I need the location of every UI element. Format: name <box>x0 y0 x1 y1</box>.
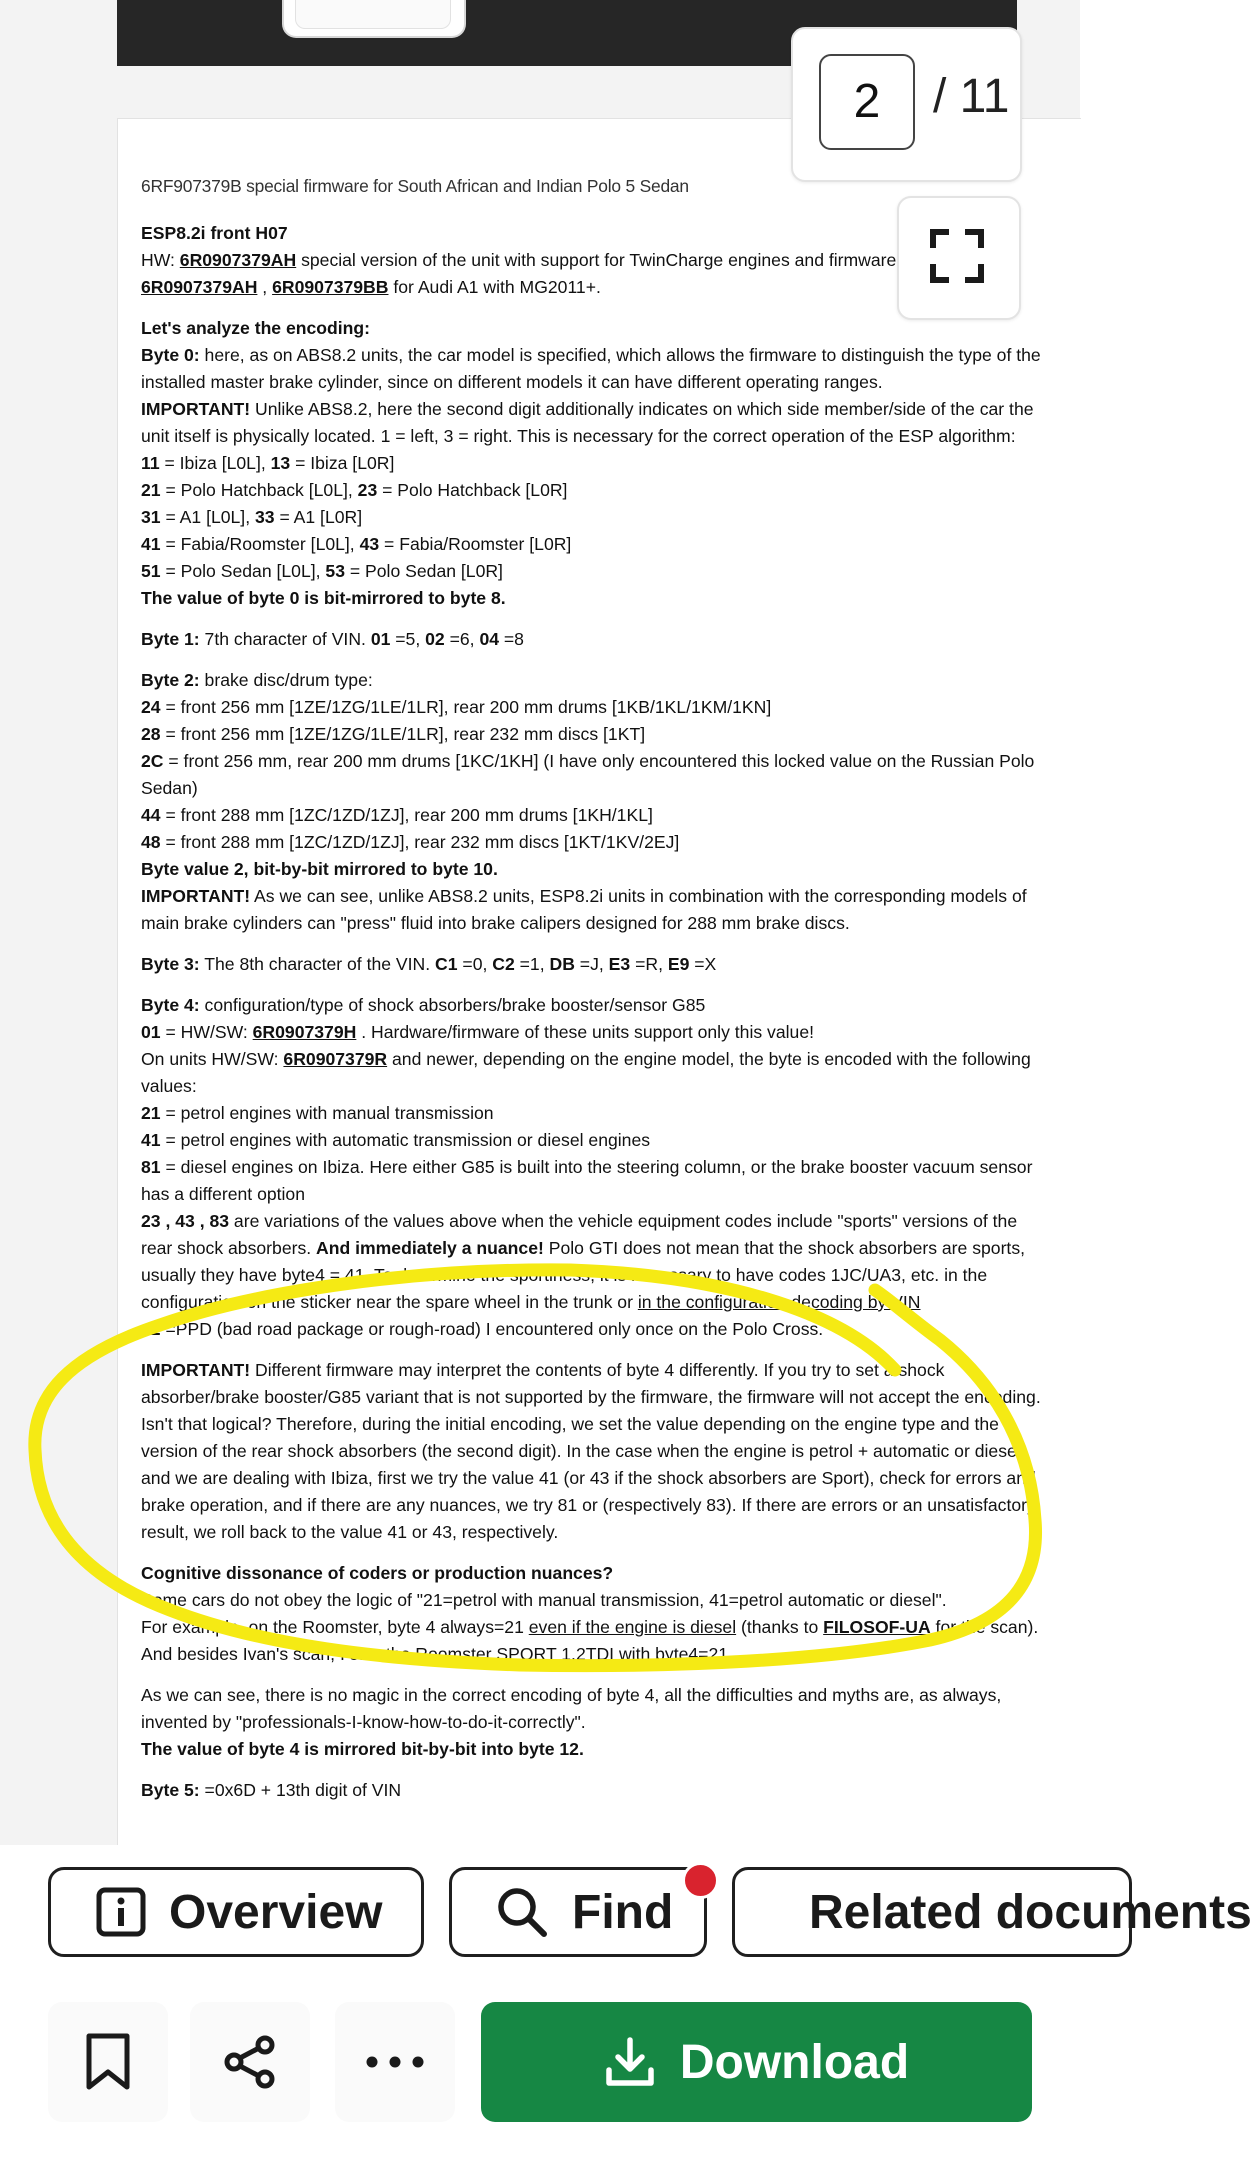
code: 23 , 43 , 83 <box>141 1211 230 1231</box>
code-desc: = A1 [L0L], <box>160 507 255 527</box>
code: C2 <box>492 954 515 974</box>
hw-text: for Audi A1 with MG2011+. <box>388 277 601 297</box>
code: DB <box>549 954 575 974</box>
code-line <box>141 534 571 554</box>
code-desc: = front 288 mm [1ZC/1ZD/1ZJ], rear 232 mm discs [1KT/1KV/2EJ] <box>160 832 680 852</box>
bookmark-icon <box>84 2032 132 2092</box>
cognitive-text: for the scan). And besides Ivan's scan, I saw the Roomster SPORT 1.2TDI with byte4=21. <box>141 1617 1039 1664</box>
byte0-label: Byte 0: <box>141 345 200 365</box>
cognitive-title: Cognitive dissonance of coders or production nuances? <box>141 1563 614 1583</box>
hw-code-link[interactable]: 6R0907379BB <box>272 277 389 297</box>
info-icon <box>95 1886 147 1938</box>
important-label: IMPORTANT! <box>141 1360 251 1380</box>
page-header: 6RF907379B special firmware for South African and Indian Polo 5 Sedan <box>141 176 689 196</box>
cognitive-section <box>141 1560 1041 1668</box>
code: 23 <box>357 480 378 500</box>
notification-dot <box>682 1862 719 1899</box>
code: 01 <box>370 629 391 649</box>
code-desc: = petrol engines with automatic transmission or diesel engines <box>160 1130 651 1150</box>
byte5-section <box>141 1777 1041 1804</box>
unit-title: ESP8.2i front H07 <box>141 223 288 243</box>
byte4-important-text: Different firmware may interpret the contents of byte 4 differently. If you try to set a shock absorber/brake booster/G85 variant that is not supported by the firmware, the firmware will not accept the encoding. Isn't that logical? Therefore, during the initial encoding, we set the value depending on the engine type and the version of the rear shock absorbers (the second digit). In the case when the engine is petrol + automatic or diesel and we are dealing with Ibiza, first we try the value 41 (or 43 if the shock absorbers are Sport), check for errors and brake operation, and if there are any nuances, we try 81 or (respectively 83). If there are errors or an unsatisfactory result, we roll back to the value 41 or 43, respectively. <box>141 1360 1041 1542</box>
bookmark-button[interactable] <box>48 2002 168 2122</box>
code-desc: =J, <box>574 954 609 974</box>
code-desc: =5, <box>390 629 426 649</box>
previous-page-tab-inner <box>295 0 451 29</box>
code-line <box>141 561 503 581</box>
code: 24 <box>141 697 161 717</box>
byte4-mirror: The value of byte 4 is mirrored bit-by-bit into byte 12. <box>141 1739 584 1759</box>
code: 28 <box>141 724 161 744</box>
vin-decoding-link[interactable]: in the configuration decoding by VIN <box>637 1292 921 1312</box>
important-label: IMPORTANT! <box>141 886 251 906</box>
overview-button[interactable] <box>48 1867 424 1957</box>
byte0-section <box>141 315 1041 612</box>
code: 48 <box>141 832 161 852</box>
code: 41 <box>141 1130 161 1150</box>
code-desc: = Polo Sedan [L0L], <box>160 561 326 581</box>
fullscreen-button[interactable] <box>897 196 1021 320</box>
code-desc: = Fabia/Roomster [L0L], <box>160 534 360 554</box>
byte5-text: =0x6D + 13th digit of VIN <box>199 1780 402 1800</box>
code-line <box>141 453 394 473</box>
code: 2C <box>141 751 164 771</box>
find-button[interactable] <box>449 1867 707 1957</box>
byte4-text: configuration/type of shock absorbers/brake booster/sensor G85 <box>199 995 706 1015</box>
byte3-section <box>141 951 1041 978</box>
byte1-text: 7th character of VIN. <box>199 629 371 649</box>
byte1-section <box>141 626 1041 653</box>
code: 13 <box>270 453 291 473</box>
byte3-label: Byte 3: <box>141 954 200 974</box>
fullscreen-icon <box>929 228 985 284</box>
code-desc: =X <box>689 954 717 974</box>
code-desc: = A1 [L0R] <box>274 507 363 527</box>
hw-code-link[interactable]: 6R0907379R <box>283 1049 388 1069</box>
code-line <box>141 507 362 527</box>
code-desc: = HW/SW: <box>160 1022 253 1042</box>
code-desc: = Ibiza [L0L], <box>159 453 271 473</box>
code-desc: = petrol engines with manual transmission <box>160 1103 494 1123</box>
code-desc: = front 288 mm [1ZC/1ZD/1ZJ], rear 200 mm drums [1KH/1KL] <box>160 805 653 825</box>
cognitive-text: For example, on the Roomster, byte 4 always=21 <box>141 1617 529 1637</box>
page-counter <box>791 27 1022 182</box>
byte4-units-text: and newer, depending on the engine model, the byte is encoded with the following values: <box>141 1049 1031 1096</box>
important-label: IMPORTANT! <box>141 399 251 419</box>
related-documents-button[interactable] <box>732 1867 1252 1957</box>
search-icon <box>496 1886 548 1938</box>
share-icon <box>222 2034 278 2090</box>
cognitive-text: (thanks to <box>736 1617 824 1637</box>
byte2-section <box>141 667 1041 937</box>
code: 04 <box>479 629 500 649</box>
byte0-text: here, as on ABS8.2 units, the car model is specified, which allows the firmware to distinguish the type of the installed master brake cylinder, since on different models it can have different operating ranges. <box>141 345 1041 392</box>
hw-code-link[interactable]: 6R0907379H <box>252 1022 357 1042</box>
byte4-label: Byte 4: <box>141 995 200 1015</box>
code-desc: =1, <box>514 954 550 974</box>
code: C1 <box>435 954 458 974</box>
code: 43 <box>359 534 380 554</box>
code-desc: = Polo Hatchback [L0L], <box>160 480 358 500</box>
byte4-important-section <box>141 1357 1041 1546</box>
byte0-mirror: The value of byte 0 is bit-mirrored to byte 8. <box>141 588 506 608</box>
share-button[interactable] <box>190 2002 310 2122</box>
code: 21 <box>141 480 161 500</box>
hw-text: special version of the unit with support for TwinCharge engines and firmware <box>296 250 897 270</box>
byte1-label: Byte 1: <box>141 629 200 649</box>
byte5-label: Byte 5: <box>141 1780 200 1800</box>
document-page <box>117 118 1081 1846</box>
download-icon <box>604 2036 656 2088</box>
magic-section <box>141 1682 1041 1763</box>
user-link[interactable]: FILOSOF-UA <box>823 1617 931 1637</box>
download-button[interactable] <box>481 2002 1032 2122</box>
byte2-important-text: As we can see, unlike ABS8.2 units, ESP8.2i units in combination with the corresponding models of main brake cylinders can "press" fluid into brake calipers designed for 288 mm brake discs. <box>141 886 1027 933</box>
code: 42 <box>141 1319 161 1339</box>
code-desc: = front 256 mm, rear 200 mm drums [1KC/1KH] (I have only encountered this locked value on the Russian Polo Sedan) <box>141 751 1035 798</box>
nuance-label: And immediately a nuance! <box>316 1238 544 1258</box>
hw-code-link[interactable]: 6R0907379AH <box>141 277 258 297</box>
byte4-section <box>141 992 1041 1343</box>
byte0-important-text: Unlike ABS8.2, here the second digit additionally indicates on which side member/side of the car the unit itself is physically located. 1 = left, 3 = right. This is necessary for the correct operation of the ESP algorithm: <box>141 399 1034 446</box>
page-number-input[interactable] <box>819 54 915 150</box>
code-desc: = diesel engines on Ibiza. Here either G85 is built into the steering column, or the brake booster vacuum sensor has a different option <box>141 1157 1033 1204</box>
hw-code-link[interactable]: 6R0907379AH <box>179 250 297 270</box>
code-desc: =R, <box>630 954 668 974</box>
code-desc: =0, <box>457 954 493 974</box>
byte4-units-text: On units HW/SW: <box>141 1049 284 1069</box>
code-desc: =8 <box>499 629 524 649</box>
code-desc: = front 256 mm [1ZE/1ZG/1LE/1LR], rear 200 mm drums [1KB/1KL/1KM/1KN] <box>160 697 772 717</box>
code: 11 <box>141 453 160 473</box>
find-label: Find <box>572 1885 674 1939</box>
code: 81 <box>141 1157 161 1177</box>
overview-label: Overview <box>169 1885 383 1939</box>
byte2-text: brake disc/drum type: <box>199 670 373 690</box>
code-desc: =6, <box>444 629 480 649</box>
document-text <box>141 173 1041 1818</box>
code: 33 <box>254 507 275 527</box>
code: 44 <box>141 805 161 825</box>
separator: , <box>257 277 273 297</box>
code: 01 <box>141 1022 161 1042</box>
code-desc: = Polo Sedan [L0R] <box>344 561 503 581</box>
code: 41 <box>141 534 161 554</box>
page-total: / 11 <box>933 70 1010 123</box>
code: 31 <box>141 507 161 527</box>
code-desc: = Ibiza [L0R] <box>290 453 395 473</box>
magic-text: As we can see, there is no magic in the correct encoding of byte 4, all the difficulties and myths are, as always, invented by "professionals-I-know-how-to-do-it-correctly". <box>141 1685 1002 1732</box>
code-line <box>141 480 567 500</box>
code: 02 <box>425 629 445 649</box>
hw-label: HW: <box>141 250 175 270</box>
code-desc: = front 256 mm [1ZE/1ZG/1LE/1LR], rear 232 mm discs [1KT] <box>160 724 646 744</box>
code-desc: Polo GTI does not mean that the shock absorbers are sports, usually they have byte4 = 41. To determine the sportiness, it is necessary to have codes 1JC/UA3, etc. in the configuration on the sticker near the spare wheel in the trunk or <box>141 1238 1026 1312</box>
code-desc: =PPD (bad road package or rough-road) I encountered only once on the Polo Cross. <box>160 1319 824 1339</box>
code-desc: . Hardware/firmware of these units support only this value! <box>356 1022 814 1042</box>
code: 21 <box>141 1103 161 1123</box>
code: 53 <box>325 561 345 581</box>
byte3-text: The 8th character of the VIN. <box>199 954 436 974</box>
diesel-link[interactable]: even if the engine is diesel <box>528 1617 737 1637</box>
code: E9 <box>667 954 690 974</box>
analyze-title: Let's analyze the encoding: <box>141 318 371 338</box>
code-desc: = Polo Hatchback [L0R] <box>377 480 568 500</box>
code-desc: = Fabia/Roomster [L0R] <box>379 534 572 554</box>
download-label: Download <box>679 2035 910 2089</box>
byte2-mirror: Byte value 2, bit-by-bit mirrored to byte 10. <box>141 859 498 879</box>
more-icon <box>365 2055 425 2069</box>
cognitive-text: Some cars do not obey the logic of "21=petrol with manual transmission, 41=petrol automatic or diesel". <box>141 1590 947 1610</box>
code-desc: are variations of the values above when the vehicle equipment codes include "sports" versions of the rear shock absorbers. <box>141 1211 1018 1258</box>
more-button[interactable] <box>335 2002 455 2122</box>
code: 51 <box>141 561 161 581</box>
code: E3 <box>608 954 631 974</box>
byte2-label: Byte 2: <box>141 670 200 690</box>
related-documents-label: Related documents <box>809 1885 1252 1939</box>
